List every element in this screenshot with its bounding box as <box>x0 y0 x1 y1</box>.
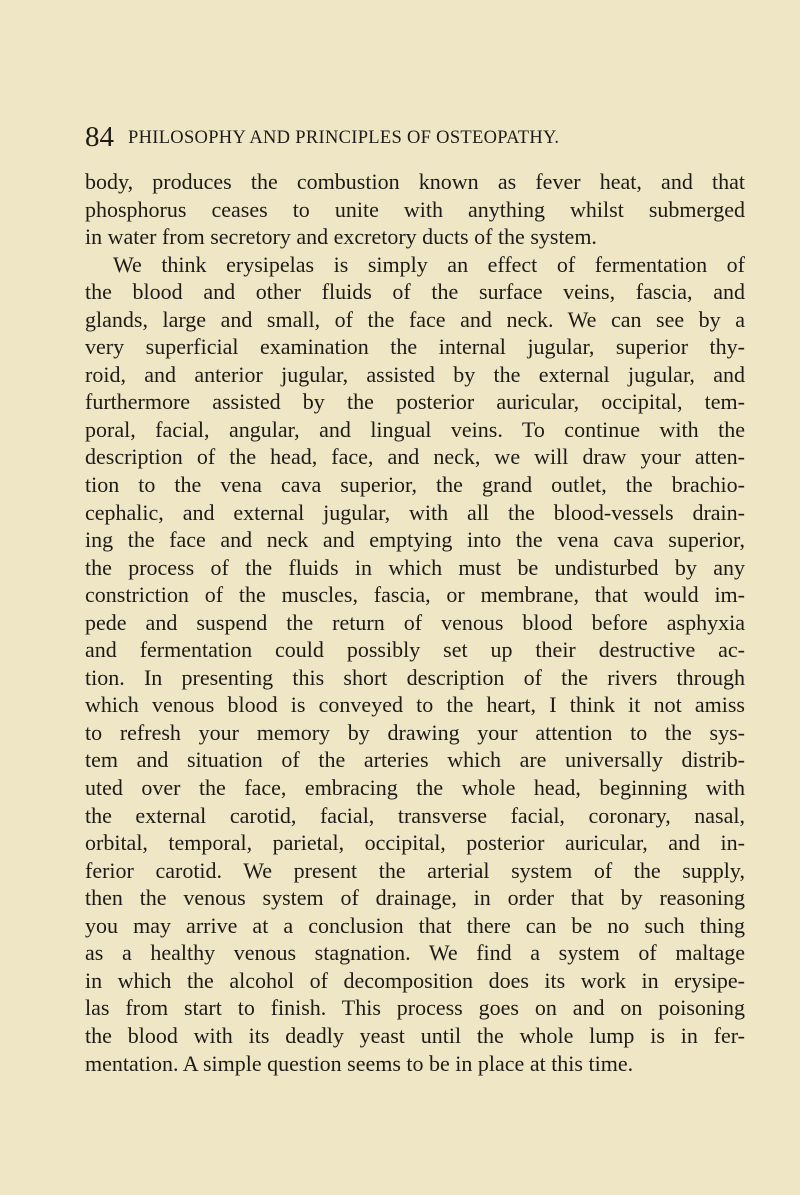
text-line: description of the head, face, and neck, we will draw your atten- <box>85 444 745 470</box>
text-line: furthermore assisted by the posterior auricular, occipital, tem- <box>85 389 745 415</box>
text-line: you may arrive at a conclusion that there can be no such thing <box>85 912 745 938</box>
text-line: body, produces the combustion known as fever heat, and that <box>85 169 745 194</box>
page-number: 84 <box>85 121 114 153</box>
text-line: ferior carotid. We present the arterial system of the supply, <box>85 857 745 883</box>
text-line: glands, large and small, of the face and neck. We can see by a <box>85 306 745 332</box>
text-line: tem and situation of the arteries which are universally distrib- <box>85 747 745 773</box>
text-line: mentation. A simple question seems to be in place at this time. <box>85 1050 634 1076</box>
text-line: to refresh your memory by drawing your attention to the sys- <box>85 719 745 745</box>
text-line: then the venous system of drainage, in order that by reasoning <box>85 885 745 911</box>
text-line: in water from secretory and excretory ducts of the system. <box>85 224 597 250</box>
text-line: pede and suspend the return of venous blood before asphyxia <box>85 609 745 635</box>
text-line: poral, facial, angular, and lingual veins. To continue with the <box>85 416 745 442</box>
text-line: in which the alcohol of decomposition does its work in erysipe- <box>85 967 745 993</box>
text-line: the blood and other fluids of the surface veins, fascia, and <box>85 279 745 305</box>
text-line: which venous blood is conveyed to the heart, I think it not amiss <box>85 692 745 718</box>
text-line: the external carotid, facial, transverse facial, coronary, nasal, <box>85 802 745 828</box>
text-line: ing the face and neck and emptying into the vena cava superior, <box>85 527 745 553</box>
text-line: tion. In presenting this short description of the rivers through <box>85 664 745 690</box>
running-head <box>85 120 745 154</box>
text-line: orbital, temporal, parietal, occipital, posterior auricular, and in- <box>85 830 745 856</box>
text-line: tion to the vena cava superior, the grand outlet, the brachio- <box>85 472 745 498</box>
text-line: cephalic, and external jugular, with all the blood-vessels drain- <box>85 499 745 525</box>
text-line: roid, and anterior jugular, assisted by the external jugular, and <box>85 361 745 387</box>
text-line: uted over the face, embracing the whole head, beginning with <box>85 775 745 801</box>
text-line: and fermentation could possibly set up their destructive ac- <box>85 637 745 663</box>
body-text <box>85 168 745 1077</box>
text-line: as a healthy venous stagnation. We find a system of maltage <box>85 940 745 966</box>
text-line: las from start to finish. This process goes on and on poisoning <box>85 995 745 1021</box>
text-line: the blood with its deadly yeast until the whole lump is in fer- <box>85 1022 745 1048</box>
text-line: constriction of the muscles, fascia, or membrane, that would im- <box>85 582 745 608</box>
text-line: We think erysipelas is simply an effect of fermentation of <box>113 251 745 277</box>
text-line: very superficial examination the internal jugular, superior thy- <box>85 334 745 360</box>
text-line: phosphorus ceases to unite with anything whilst submerged <box>85 196 745 222</box>
text-line: the process of the fluids in which must be undisturbed by any <box>85 554 745 580</box>
running-title: PHILOSOPHY AND PRINCIPLES OF OSTEOPATHY. <box>128 128 560 148</box>
